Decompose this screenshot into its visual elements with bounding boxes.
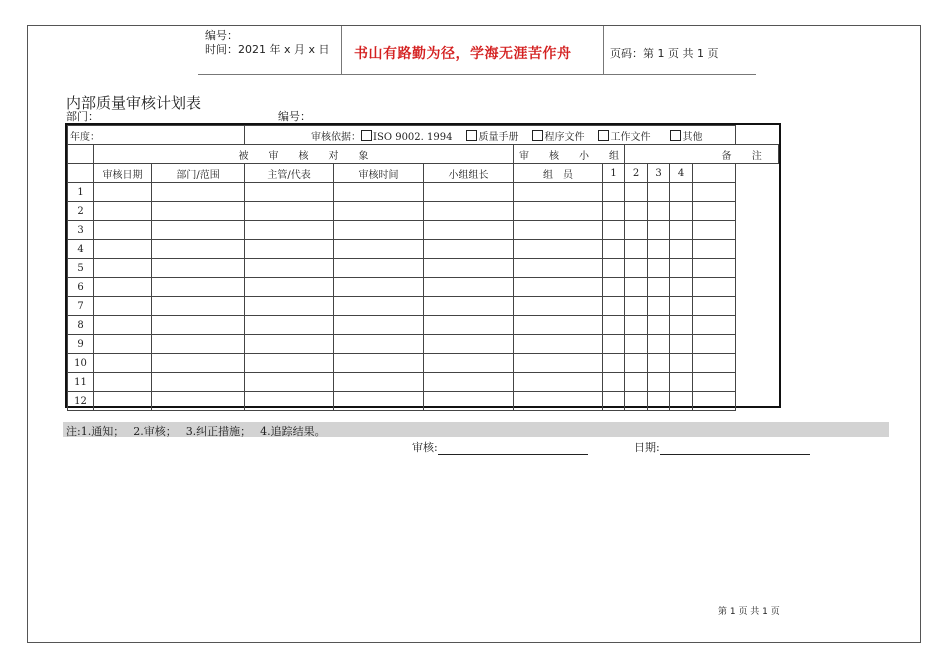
cell[interactable] — [648, 392, 670, 411]
remarks-header-b: 注 — [736, 145, 779, 164]
cell[interactable] — [514, 278, 603, 297]
cell[interactable] — [603, 202, 625, 221]
cell[interactable] — [625, 259, 648, 278]
cell[interactable] — [334, 316, 424, 335]
cell[interactable] — [334, 392, 424, 411]
cell[interactable] — [625, 354, 648, 373]
row-number: 9 — [68, 335, 94, 354]
cell[interactable] — [514, 392, 603, 411]
cell[interactable] — [625, 221, 648, 240]
cell[interactable] — [334, 221, 424, 240]
cell[interactable] — [424, 373, 514, 392]
cell[interactable] — [152, 354, 245, 373]
cell[interactable] — [334, 354, 424, 373]
cell[interactable] — [648, 202, 670, 221]
row-number: 11 — [68, 373, 94, 392]
cell[interactable] — [693, 183, 736, 202]
cell[interactable] — [245, 202, 334, 221]
cell[interactable] — [152, 221, 245, 240]
cell[interactable] — [245, 278, 334, 297]
col-dept-scope: 部门/范围 — [152, 164, 245, 183]
header-motto: 书山有路勤为径，学海无涯苦作舟 — [354, 46, 572, 62]
cell[interactable] — [625, 240, 648, 259]
cell[interactable] — [424, 278, 514, 297]
cell[interactable] — [334, 183, 424, 202]
cell[interactable] — [514, 354, 603, 373]
cell[interactable] — [693, 240, 736, 259]
cell[interactable] — [648, 278, 670, 297]
table-row — [68, 316, 779, 335]
cell[interactable] — [603, 183, 625, 202]
form-title: 内部质量审核计划表 — [66, 94, 202, 112]
notes-text: 注:1.通知； 2.审核； 3.纠正措施； 4.追踪结果。 — [66, 425, 326, 438]
cell[interactable] — [424, 202, 514, 221]
footer-page: 第 1 页 共 1 页 — [718, 607, 780, 617]
table-row — [68, 202, 779, 221]
cell[interactable] — [603, 259, 625, 278]
blank-cell — [68, 164, 94, 183]
group-header-row — [68, 145, 779, 164]
cell[interactable] — [693, 354, 736, 373]
cell[interactable] — [245, 373, 334, 392]
cell[interactable] — [625, 202, 648, 221]
cell[interactable] — [245, 183, 334, 202]
cell[interactable] — [334, 373, 424, 392]
cell[interactable] — [670, 259, 693, 278]
cell[interactable] — [648, 259, 670, 278]
cell[interactable] — [152, 240, 245, 259]
cell[interactable] — [603, 240, 625, 259]
col-team-leader: 小组组长 — [424, 164, 514, 183]
checkbox-other[interactable] — [670, 130, 681, 141]
cell[interactable] — [94, 259, 152, 278]
cell[interactable] — [648, 335, 670, 354]
row-number: 10 — [68, 354, 94, 373]
cell[interactable] — [334, 259, 424, 278]
table-row — [68, 221, 779, 240]
cell[interactable] — [334, 202, 424, 221]
cell[interactable] — [670, 316, 693, 335]
cell[interactable] — [603, 297, 625, 316]
cell[interactable] — [334, 278, 424, 297]
cell[interactable] — [603, 316, 625, 335]
cell[interactable] — [625, 183, 648, 202]
date-signature — [634, 439, 810, 455]
cell[interactable] — [670, 354, 693, 373]
table-row — [68, 373, 779, 392]
code-label: 编号： — [278, 110, 311, 123]
cell[interactable] — [245, 240, 334, 259]
cell[interactable] — [152, 202, 245, 221]
cell[interactable] — [245, 259, 334, 278]
cell[interactable] — [334, 297, 424, 316]
cell[interactable] — [670, 202, 693, 221]
cell[interactable] — [424, 259, 514, 278]
cell[interactable] — [245, 221, 334, 240]
col-1: 1 — [603, 164, 625, 183]
row-number: 6 — [68, 278, 94, 297]
blank-cell — [693, 164, 736, 183]
blank-cell — [68, 145, 94, 164]
cell[interactable] — [94, 183, 152, 202]
cell[interactable] — [152, 259, 245, 278]
cell[interactable] — [424, 335, 514, 354]
col-audit-time: 审核时间 — [334, 164, 424, 183]
table-row — [68, 183, 779, 202]
col-3: 3 — [648, 164, 670, 183]
cell[interactable] — [648, 297, 670, 316]
cell[interactable] — [693, 335, 736, 354]
col-supervisor: 主管/代表 — [245, 164, 334, 183]
row-number: 8 — [68, 316, 94, 335]
cell[interactable] — [648, 240, 670, 259]
cell[interactable] — [514, 297, 603, 316]
checkbox-work-docs[interactable] — [598, 130, 609, 141]
date-label: 日期: — [634, 441, 660, 454]
basis-cell — [245, 126, 736, 145]
review-line[interactable] — [438, 443, 588, 455]
header-page-info: 页码：第 1 页 共 1 页 — [610, 47, 719, 60]
cell[interactable] — [152, 278, 245, 297]
cell[interactable] — [94, 278, 152, 297]
cell[interactable] — [94, 316, 152, 335]
cell[interactable] — [648, 183, 670, 202]
row-number: 7 — [68, 297, 94, 316]
cell[interactable] — [625, 297, 648, 316]
row-number: 3 — [68, 221, 94, 240]
row-number: 2 — [68, 202, 94, 221]
column-header-row — [68, 164, 779, 183]
header-time: 时间：2021 年 x 月 x 日 — [205, 43, 330, 56]
option-quality-manual: 质量手册 — [478, 131, 519, 143]
cell[interactable] — [94, 297, 152, 316]
cell[interactable] — [152, 316, 245, 335]
cell[interactable] — [514, 335, 603, 354]
cell[interactable] — [625, 316, 648, 335]
cell[interactable] — [424, 221, 514, 240]
table-row — [68, 354, 779, 373]
cell[interactable] — [424, 183, 514, 202]
cell[interactable] — [514, 183, 603, 202]
cell[interactable] — [514, 221, 603, 240]
dept-label: 部门： — [66, 110, 99, 123]
cell[interactable] — [693, 221, 736, 240]
cell[interactable] — [693, 297, 736, 316]
cell[interactable] — [648, 221, 670, 240]
review-label: 审核: — [412, 441, 438, 454]
cell[interactable] — [670, 335, 693, 354]
header-divider — [603, 26, 604, 74]
cell[interactable] — [94, 392, 152, 411]
cell[interactable] — [603, 221, 625, 240]
col-2: 2 — [625, 164, 648, 183]
audited-object-header: 被 审 核 对 象 — [94, 145, 514, 164]
checkbox-procedure-docs[interactable] — [532, 130, 543, 141]
cell[interactable] — [334, 335, 424, 354]
cell[interactable] — [94, 335, 152, 354]
audit-plan-table — [65, 123, 781, 408]
cell[interactable] — [603, 354, 625, 373]
cell[interactable] — [625, 335, 648, 354]
cell[interactable] — [152, 392, 245, 411]
cell[interactable] — [152, 297, 245, 316]
cell[interactable] — [94, 373, 152, 392]
cell[interactable] — [94, 221, 152, 240]
cell[interactable] — [648, 316, 670, 335]
cell[interactable] — [245, 297, 334, 316]
table-row — [68, 240, 779, 259]
row-number: 1 — [68, 183, 94, 202]
cell[interactable] — [648, 354, 670, 373]
cell[interactable] — [424, 297, 514, 316]
cell[interactable] — [603, 335, 625, 354]
cell[interactable] — [670, 183, 693, 202]
cell[interactable] — [245, 335, 334, 354]
cell[interactable] — [334, 240, 424, 259]
cell[interactable] — [670, 240, 693, 259]
cell[interactable] — [245, 354, 334, 373]
year-label: 年度： — [70, 131, 100, 143]
cell[interactable] — [693, 278, 736, 297]
option-iso: ISO 9002. 1994 — [373, 131, 453, 143]
cell[interactable] — [424, 316, 514, 335]
col-4: 4 — [670, 164, 693, 183]
option-procedure-docs: 程序文件 — [544, 131, 585, 143]
review-signature — [412, 439, 588, 455]
table-row — [68, 278, 779, 297]
cell[interactable] — [245, 392, 334, 411]
cell[interactable] — [693, 202, 736, 221]
cell[interactable] — [152, 335, 245, 354]
cell[interactable] — [514, 202, 603, 221]
cell[interactable] — [424, 354, 514, 373]
cell[interactable] — [94, 202, 152, 221]
cell[interactable] — [693, 373, 736, 392]
cell[interactable] — [94, 354, 152, 373]
date-line[interactable] — [660, 443, 810, 455]
header-number: 编号： — [205, 29, 238, 42]
cell[interactable] — [670, 373, 693, 392]
cell[interactable] — [648, 373, 670, 392]
cell[interactable] — [625, 392, 648, 411]
cell[interactable] — [670, 278, 693, 297]
option-work-docs: 工作文件 — [610, 131, 651, 143]
cell[interactable] — [625, 373, 648, 392]
cell[interactable] — [245, 316, 334, 335]
cell[interactable] — [424, 240, 514, 259]
row-number: 5 — [68, 259, 94, 278]
cell[interactable] — [152, 183, 245, 202]
option-other: 其他 — [682, 131, 703, 143]
year-row — [68, 126, 779, 145]
audit-team-header: 审 核 小 组 — [514, 145, 625, 164]
cell[interactable] — [514, 373, 603, 392]
header-divider — [341, 26, 342, 74]
cell[interactable] — [625, 278, 648, 297]
table-row — [68, 259, 779, 278]
cell[interactable] — [514, 240, 603, 259]
checkbox-quality-manual[interactable] — [466, 130, 477, 141]
table-row — [68, 392, 779, 411]
cell[interactable] — [693, 316, 736, 335]
cell[interactable] — [603, 278, 625, 297]
col-team-members: 组 员 — [514, 164, 603, 183]
cell[interactable] — [514, 316, 603, 335]
checkbox-iso[interactable] — [361, 130, 372, 141]
year-cell[interactable] — [68, 126, 245, 145]
row-number: 12 — [68, 392, 94, 411]
remarks-header-a: 备 — [625, 145, 736, 164]
row-number: 4 — [68, 240, 94, 259]
cell[interactable] — [152, 373, 245, 392]
cell[interactable] — [670, 297, 693, 316]
cell[interactable] — [670, 392, 693, 411]
cell[interactable] — [514, 259, 603, 278]
basis-label: 审核依据： — [311, 131, 362, 143]
cell[interactable] — [670, 221, 693, 240]
cell[interactable] — [693, 259, 736, 278]
col-audit-date: 审核日期 — [94, 164, 152, 183]
cell[interactable] — [94, 240, 152, 259]
cell[interactable] — [603, 373, 625, 392]
cell[interactable] — [603, 392, 625, 411]
table-row — [68, 297, 779, 316]
table-row — [68, 335, 779, 354]
cell[interactable] — [693, 392, 736, 411]
cell[interactable] — [424, 392, 514, 411]
